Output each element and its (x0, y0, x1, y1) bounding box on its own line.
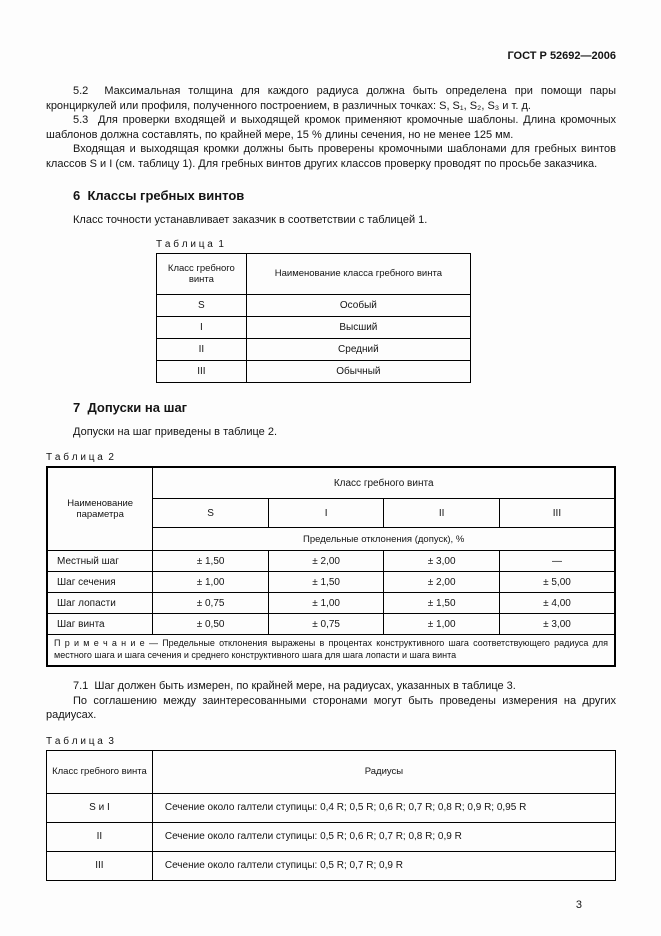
radii-cell: Сечение около галтели ступицы: 0,4 R; 0,5 R; 0,6 R; 0,7 R; 0,8 R; 0,9 R; 0,95 R (152, 793, 615, 822)
class-col-header: S (153, 499, 269, 528)
section-7-heading: 7 Допуски на шаг (73, 399, 188, 415)
table-3-label: Т а б л и ц а 3 (46, 735, 114, 747)
class-cell: III (157, 360, 247, 382)
radii-cell: Сечение около галтели ступицы: 0,5 R; 0,6 R; 0,7 R; 0,8 R; 0,9 R (152, 822, 615, 851)
class-col-header: I (268, 499, 384, 528)
value-cell: ± 1,50 (153, 551, 269, 572)
param-cell: Шаг винта (47, 614, 153, 635)
class-cell: I (157, 316, 247, 338)
table-row (157, 338, 471, 360)
paragraph-7-1-continued: По соглашению между заинтересованными сторонами могут быть проведены измерения на других радиусах. (46, 694, 616, 721)
value-cell: ± 0,75 (268, 614, 384, 635)
paragraph-5-2: 5.2 Максимальная толщина для каждого радиуса должна быть определена при помощи пары кронциркулей или профиля, полученного построением, в различных точках: S, S₁, S₂, S₃ и т. д. (46, 85, 616, 112)
class-col-header: II (384, 499, 500, 528)
table3-col1-header: Класс гребного винта (47, 750, 153, 793)
value-cell: ± 0,75 (153, 593, 269, 614)
class-name-cell: Особый (246, 294, 470, 316)
param-cell: Местный шаг (47, 551, 153, 572)
table-row (47, 793, 616, 822)
paragraph-7-1: 7.1 Шаг должен быть измерен, по крайней мере, на радиусах, указанных в таблице 3. (73, 680, 516, 692)
class-cell: III (47, 851, 153, 880)
param-cell: Шаг сечения (47, 572, 153, 593)
section-6-intro: Класс точности устанавливает заказчик в соответствии с таблицей 1. (73, 214, 428, 226)
table-2-label: Т а б л и ц а 2 (46, 452, 114, 463)
value-cell: ± 3,00 (499, 614, 615, 635)
tolerance-header: Предельные отклонения (допуск), % (153, 528, 615, 551)
value-cell: ± 1,00 (384, 614, 500, 635)
measurement-radii-table (46, 750, 616, 881)
table2-param-header: Наименование параметра (47, 467, 153, 551)
value-cell: ± 5,00 (499, 572, 615, 593)
table-row (157, 294, 471, 316)
table-row (47, 851, 616, 880)
class-name-cell: Средний (246, 338, 470, 360)
table-header-row (157, 253, 471, 294)
class-cell: S и I (47, 793, 153, 822)
table3-col2-header: Радиусы (152, 750, 615, 793)
table2-class-header: Класс гребного винта (153, 467, 615, 499)
class-name-cell: Обычный (246, 360, 470, 382)
table-3-block (46, 736, 616, 881)
class-col-header: III (499, 499, 615, 528)
class-name-cell: Высший (246, 316, 470, 338)
table-row (47, 593, 615, 614)
value-cell: ± 4,00 (499, 593, 615, 614)
pitch-tolerance-table (46, 466, 616, 667)
table-2-block (46, 452, 616, 667)
doc-number: ГОСТ Р 52692—2006 (507, 50, 616, 62)
value-cell: — (499, 551, 615, 572)
value-cell: ± 1,00 (153, 572, 269, 593)
paragraph-5-3-continued: Входящая и выходящая кромки должны быть проверены кромочными шаблонами для гребных винтов классов S и I (см. таблицу 1). Для гребных винтов других классов проверку проводят по просьбе заказчика. (46, 143, 616, 170)
value-cell: ± 1,00 (268, 593, 384, 614)
value-cell: ± 3,00 (384, 551, 500, 572)
value-cell: ± 2,00 (384, 572, 500, 593)
table2-note: П р и м е ч а н и е — Предельные отклонения выражены в процентах конструктивного шага соответствующего радиуса для местного шага и шага сечения и среднего конструктивного шага для шага лопасти и шага винта (47, 635, 615, 667)
table-header-row (47, 467, 615, 499)
table-note-row (47, 635, 615, 667)
value-cell: ± 1,50 (384, 593, 500, 614)
paragraph-5-3: 5.3 Для проверки входящей и выходящей кромок применяют кромочные шаблоны. Длина кромочных шаблонов должна составлять, по крайней мере, 15 % длины сечения, но не менее 125 мм. (46, 114, 616, 141)
value-cell: ± 0,50 (153, 614, 269, 635)
section-6-heading: 6 Классы гребных винтов (73, 188, 245, 203)
table1-col1-header: Класс гребного винта (157, 253, 247, 294)
radii-cell: Сечение около галтели ступицы: 0,5 R; 0,7 R; 0,9 R (152, 851, 615, 880)
table-header-row (47, 750, 616, 793)
table-row (47, 572, 615, 593)
table-1-block (156, 239, 616, 383)
table-row (157, 360, 471, 382)
class-cell: II (157, 338, 247, 360)
table1-col2-header: Наименование класса гребного винта (246, 253, 470, 294)
class-cell: S (157, 294, 247, 316)
propeller-class-table (156, 253, 471, 383)
page-number: 3 (575, 898, 582, 911)
table-row (47, 822, 616, 851)
table-1-label: Т а б л и ц а 1 (156, 238, 224, 250)
table-row (157, 316, 471, 338)
value-cell: ± 1,50 (268, 572, 384, 593)
value-cell: ± 2,00 (268, 551, 384, 572)
param-cell: Шаг лопасти (47, 593, 153, 614)
section-7-intro: Допуски на шаг приведены в таблице 2. (73, 425, 278, 438)
class-cell: II (47, 822, 153, 851)
table-row (47, 614, 615, 635)
table-row (47, 551, 615, 572)
